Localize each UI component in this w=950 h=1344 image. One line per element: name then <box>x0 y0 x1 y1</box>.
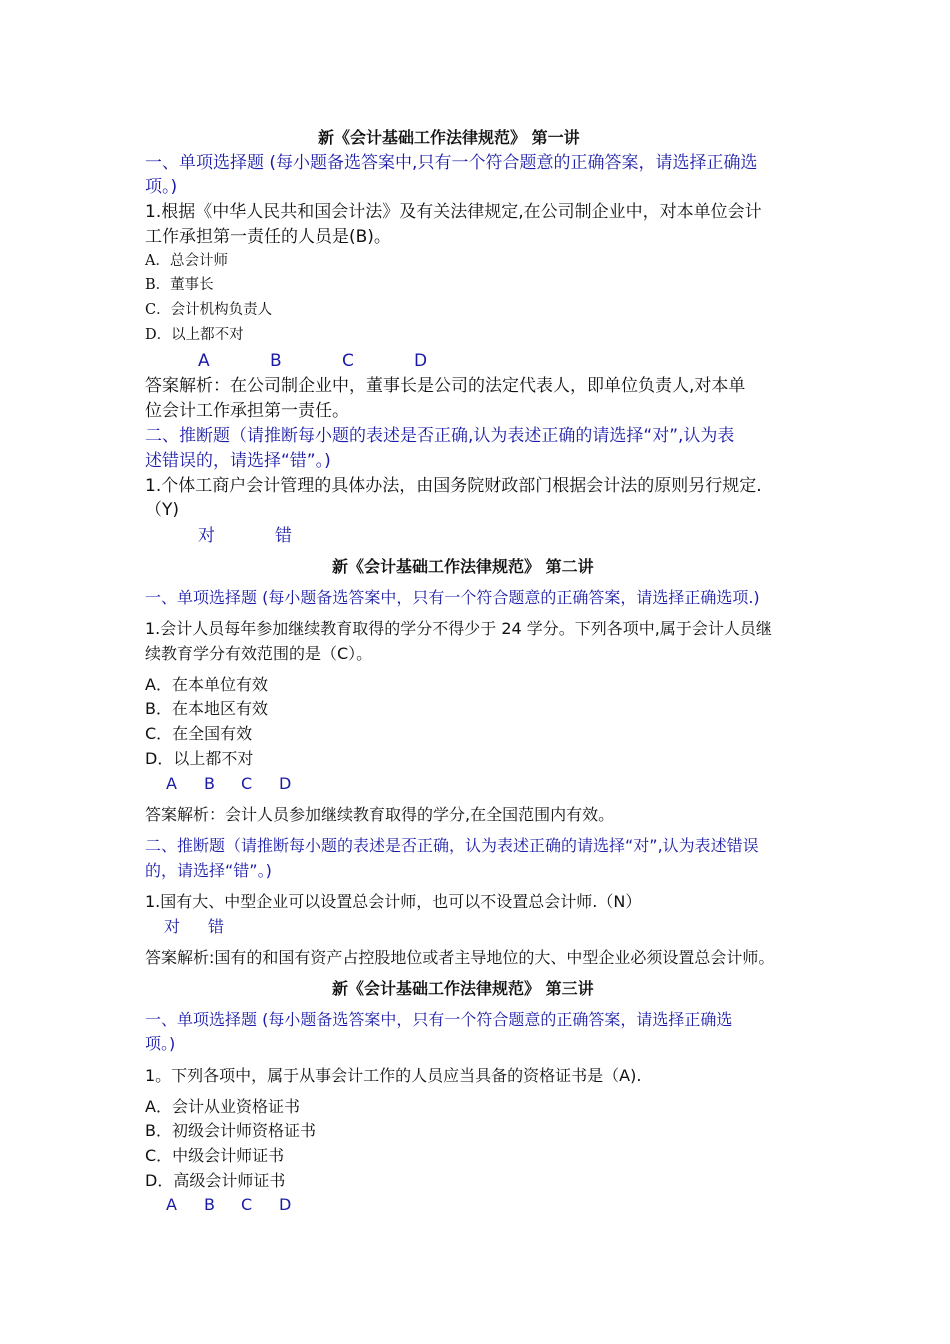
lecture1-judgment-question-1-cont: （Y) <box>145 500 180 520</box>
lecture1-title: 新《会计基础工作法律规范》 第一讲 <box>318 128 580 147</box>
lecture2-answer-analysis: 答案解析：会计人员参加继续教育取得的学分,在全国范围内有效。 <box>145 805 615 824</box>
lecture3-title: 新《会计基础工作法律规范》 第三讲 <box>332 979 594 998</box>
lecture3-single-choice-header: 一、单项选择题 (每小题备选答案中，只有一个符合题意的正确答案，请选择正确选 <box>145 1010 733 1029</box>
lecture3-option-d: D．高级会计师证书 <box>145 1171 286 1190</box>
lecture1-judgment-header: 二、推断题（请推断每小题的表述是否正确,认为表述正确的请选择“对”,认为表 <box>145 426 735 446</box>
lecture1-choice-false[interactable]: 错 <box>275 526 292 546</box>
lecture2-judgment-header: 二、推断题（请推断每小题的表述是否正确，认为表述正确的请选择“对”,认为表述错误 <box>145 836 759 855</box>
lecture1-single-choice-header: 一、单项选择题 (每小题备选答案中,只有一个符合题意的正确答案，请选择正确选 <box>145 153 758 173</box>
lecture1-choice-b[interactable]: B <box>270 351 282 371</box>
lecture1-answer-analysis: 答案解析：在公司制企业中，董事长是公司的法定代表人，即单位负责人,对本单 <box>145 376 746 396</box>
lecture1-option-b: B．董事长 <box>145 277 214 293</box>
lecture3-option-b: B．初级会计师资格证书 <box>145 1121 316 1140</box>
lecture2-title: 新《会计基础工作法律规范》 第二讲 <box>332 557 594 576</box>
lecture2-option-d: D．以上都不对 <box>145 749 254 768</box>
lecture3-question-1: 1。下列各项中，属于从事会计工作的人员应当具备的资格证书是（A). <box>145 1066 642 1085</box>
lecture2-question-1: 1.会计人员每年参加继续教育取得的学分不得少于 24 学分。下列各项中,属于会计人员继 <box>145 619 772 638</box>
lecture1-choice-true[interactable]: 对 <box>198 526 215 546</box>
lecture1-choice-a[interactable]: A <box>198 351 210 371</box>
lecture1-single-choice-header-cont: 项。) <box>145 177 178 197</box>
lecture1-choice-c[interactable]: C <box>342 351 354 371</box>
lecture2-option-b: B．在本地区有效 <box>145 699 268 718</box>
lecture1-question-1: 1.根据《中华人民共和国会计法》及有关法律规定,在公司制企业中，对本单位会计 <box>145 202 762 222</box>
lecture2-question-1-cont: 续教育学分有效范围的是（C）。 <box>145 644 373 663</box>
lecture2-choice-d[interactable]: D <box>279 774 292 793</box>
lecture3-choice-a[interactable]: A <box>166 1195 177 1214</box>
lecture3-option-a: A．会计从业资格证书 <box>145 1097 300 1116</box>
lecture1-judgment-header-cont: 述错误的，请选择“错”。) <box>145 451 331 471</box>
lecture2-option-a: A．在本单位有效 <box>145 675 268 694</box>
lecture3-choice-c[interactable]: C <box>241 1195 253 1214</box>
lecture1-answer-analysis-cont: 位会计工作承担第一责任。 <box>145 401 349 421</box>
lecture2-judgment-question-1: 1.国有大、中型企业可以设置总会计师，也可以不设置总会计师.（N） <box>145 892 642 911</box>
lecture1-question-1-cont: 工作承担第一责任的人员是(B)。 <box>145 227 391 247</box>
lecture3-single-choice-header-cont: 项。) <box>145 1034 176 1053</box>
lecture3-choice-b[interactable]: B <box>204 1195 215 1214</box>
lecture1-judgment-question-1: 1.个体工商户会计管理的具体办法，由国务院财政部门根据会计法的原则另行规定. <box>145 476 762 496</box>
lecture2-single-choice-header: 一、单项选择题 (每小题备选答案中，只有一个符合题意的正确答案，请选择正确选项.) <box>145 588 760 607</box>
lecture2-choice-a[interactable]: A <box>166 774 177 793</box>
lecture1-option-d: D．以上都不对 <box>145 327 244 343</box>
lecture3-option-c: C．中级会计师证书 <box>145 1146 285 1165</box>
lecture1-option-c: C．会计机构负责人 <box>145 302 273 318</box>
lecture2-option-c: C．在全国有效 <box>145 724 253 743</box>
lecture2-judgment-analysis: 答案解析:国有的和国有资产占控股地位或者主导地位的大、中型企业必须设置总会计师。 <box>145 948 775 967</box>
lecture2-choice-false[interactable]: 错 <box>208 917 225 936</box>
lecture2-choice-b[interactable]: B <box>204 774 215 793</box>
lecture1-choice-d[interactable]: D <box>414 351 428 371</box>
lecture2-choice-true[interactable]: 对 <box>164 917 181 936</box>
lecture2-judgment-header-cont: 的，请选择“错”。) <box>145 861 272 880</box>
lecture1-option-a: A．总会计师 <box>145 253 228 269</box>
lecture2-choice-c[interactable]: C <box>241 774 253 793</box>
lecture3-choice-d[interactable]: D <box>279 1195 292 1214</box>
